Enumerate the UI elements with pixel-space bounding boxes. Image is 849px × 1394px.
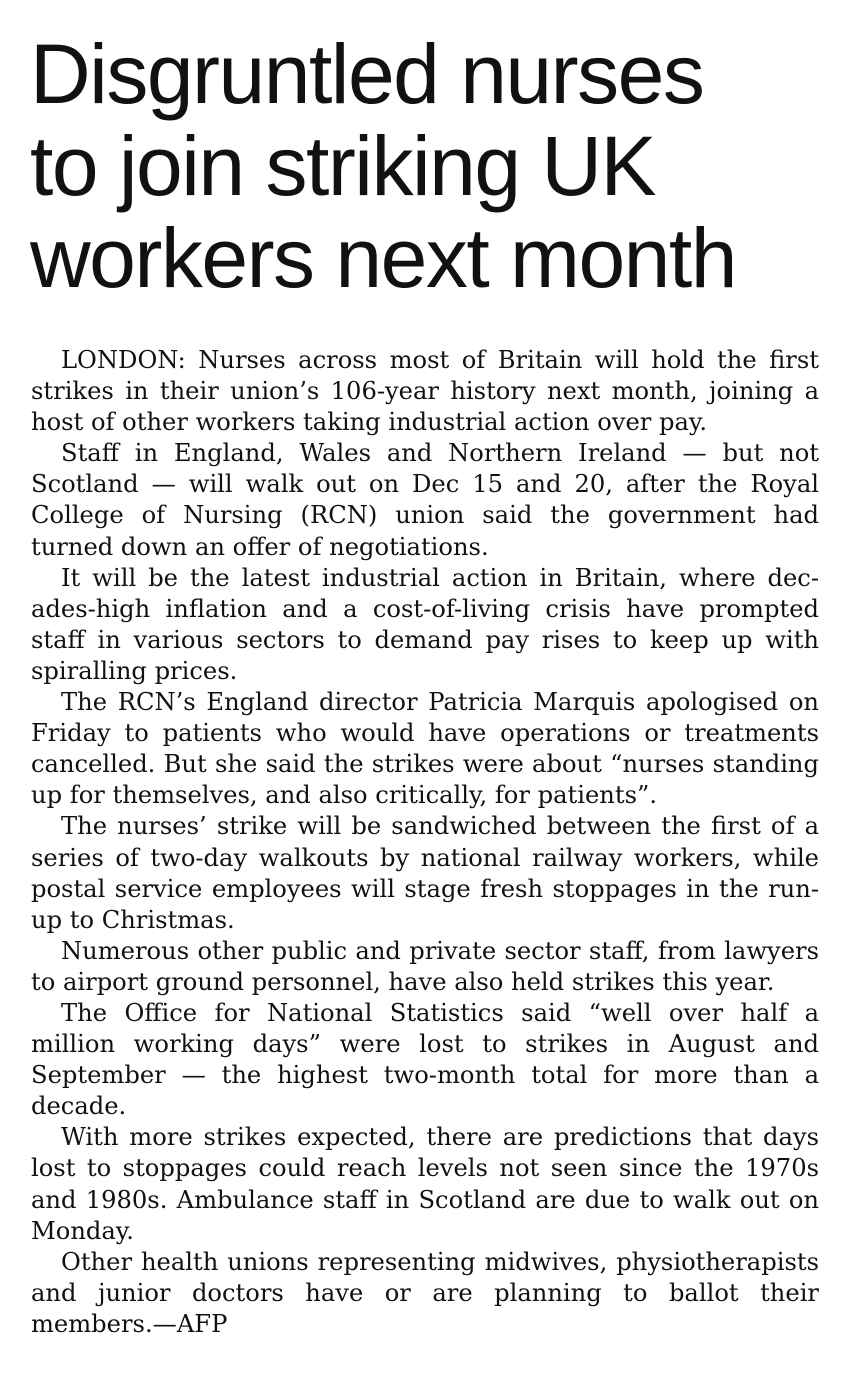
article-body	[31, 345, 819, 1340]
article-paragraph: It will be the latest industrial action in Britain, where decades-high inflation and a cost-of-living crisis have prompted staff in various sectors to demand pay rises to keep up with spiralling prices.	[31, 563, 819, 685]
article-headline	[30, 28, 830, 304]
article-paragraph: Other health unions representing midwives, physiotherapists and junior doctors have or are planning to ballot their members.—AFP	[31, 1247, 819, 1338]
article-paragraph: LONDON: Nurses across most of Britain will hold the first strikes in their union’s 106-year history next month, joining a host of other workers taking industrial action over pay.	[31, 346, 819, 437]
article-paragraph: The Office for National Statistics said “well over half a million working days” were lost to strikes in August and September — the highest two-month total for more than a decade.	[31, 998, 819, 1121]
article-paragraph: Staff in England, Wales and Northern Ireland — but not Scotland — will walk out on Dec 15 and 20, after the Royal College of Nursing (RCN) union said the government had turned down an offer of negotiations.	[31, 439, 819, 561]
headline-line-2: to join striking UK	[30, 119, 656, 213]
headline-line-1: Disgruntled nurses	[30, 27, 704, 121]
article-paragraph: Numerous other public and private sector staff, from lawyers to airport ground personnel, have also held strikes this year.	[31, 936, 819, 996]
headline-line-3: workers next month	[30, 211, 736, 305]
article-paragraph: The nurses’ strike will be sandwiched between the first of a series of two-day walkouts by national railway workers, while postal service employees will stage fresh stoppages in the run-up to Christmas.	[31, 812, 819, 934]
article-paragraph: With more strikes expected, there are predictions that days lost to stoppages could reach levels not seen since the 1970s and 1980s. Ambulance staff in Scotland are due to walk out on Monday.	[31, 1123, 819, 1245]
article-paragraph: The RCN’s England director Patricia Marquis apologised on Friday to patients who would have operations or treatments cancelled. But she said the strikes were about “nurses standing up for themselves, and also critically, for patients”.	[31, 688, 819, 810]
